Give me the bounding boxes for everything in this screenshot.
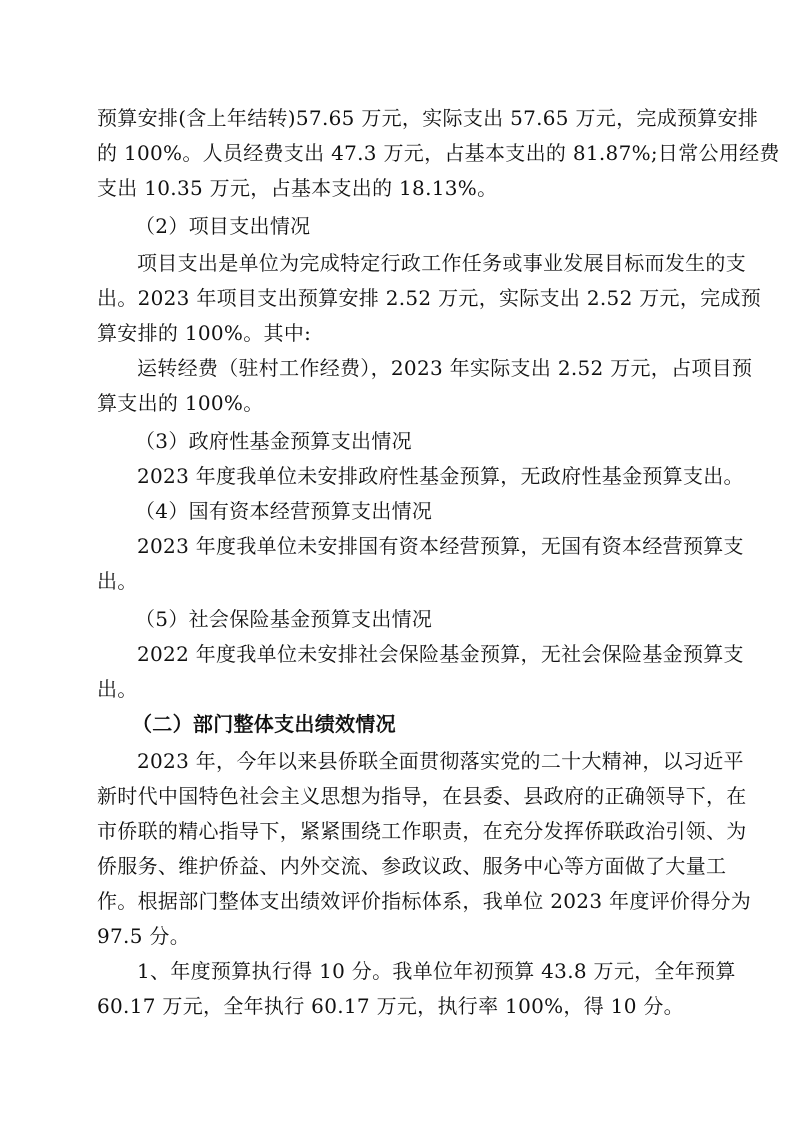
government-fund-text: 2023 年度我单位未安排政府性基金预算，无政府性基金预算支出。	[137, 464, 744, 488]
social-insurance-heading: （5）社会保险基金预算支出情况	[135, 607, 433, 631]
state-capital-text-line-2: 出。	[97, 569, 138, 593]
social-insurance-text-line-1: 2022 年度我单位未安排社会保险基金预算，无社会保险基金预算支	[137, 642, 744, 666]
project-expenditure-text-line-1: 项目支出是单位为完成特定行政工作任务或事业发展目标而发生的支	[137, 251, 746, 275]
performance-heading: （二）部门整体支出绩效情况	[132, 712, 396, 736]
basic-expenditure-text-line-1: 预算安排(含上年结转)57.65 万元，实际支出 57.65 万元，完成预算安排	[97, 106, 759, 130]
government-fund-heading: （3）政府性基金预算支出情况	[135, 429, 412, 453]
social-insurance-text-line-2: 出。	[97, 677, 138, 701]
performance-text-line-1: 2023 年，今年以来县侨联全面贯彻落实党的二十大精神，以习近平	[137, 749, 744, 773]
operating-funds-text-line-1: 运转经费（驻村工作经费），2023 年实际支出 2.52 万元，占项目预	[137, 356, 753, 380]
budget-execution-text-line-1: 1、年度预算执行得 10 分。我单位年初预算 43.8 万元，全年预算	[137, 959, 736, 983]
basic-expenditure-text-line-3: 支出 10.35 万元，占基本支出的 18.13%。	[97, 176, 498, 200]
performance-text-line-6: 97.5 分。	[97, 924, 190, 948]
budget-execution-text-line-2: 60.17 万元，全年执行 60.17 万元，执行率 100%，得 10 分。	[97, 994, 684, 1018]
performance-text-line-5: 作。根据部门整体支出绩效评价指标体系，我单位 2023 年度评价得分为	[97, 889, 752, 913]
operating-funds-text-line-2: 算支出的 100%。	[97, 391, 264, 415]
performance-text-line-4: 侨服务、维护侨益、内外交流、参政议政、服务中心等方面做了大量工	[97, 854, 727, 878]
project-expenditure-text-line-3: 算安排的 100%。其中:	[97, 321, 312, 345]
project-expenditure-heading: （2）项目支出情况	[135, 214, 311, 238]
state-capital-text-line-1: 2023 年度我单位未安排国有资本经营预算，无国有资本经营预算支	[137, 534, 744, 558]
performance-text-line-3: 市侨联的精心指导下，紧紧围绕工作职责，在充分发挥侨联政治引领、为	[97, 819, 747, 843]
project-expenditure-text-line-2: 出。2023 年项目支出预算安排 2.52 万元，实际支出 2.52 万元，完成预	[97, 286, 762, 310]
performance-text-line-2: 新时代中国特色社会主义思想为指导，在县委、县政府的正确领导下，在	[97, 784, 747, 808]
state-capital-heading: （4）国有资本经营预算支出情况	[135, 499, 433, 523]
basic-expenditure-text-line-2: 的 100%。人员经费支出 47.3 万元，占基本支出的 81.87%;日常公用经费	[97, 141, 780, 165]
